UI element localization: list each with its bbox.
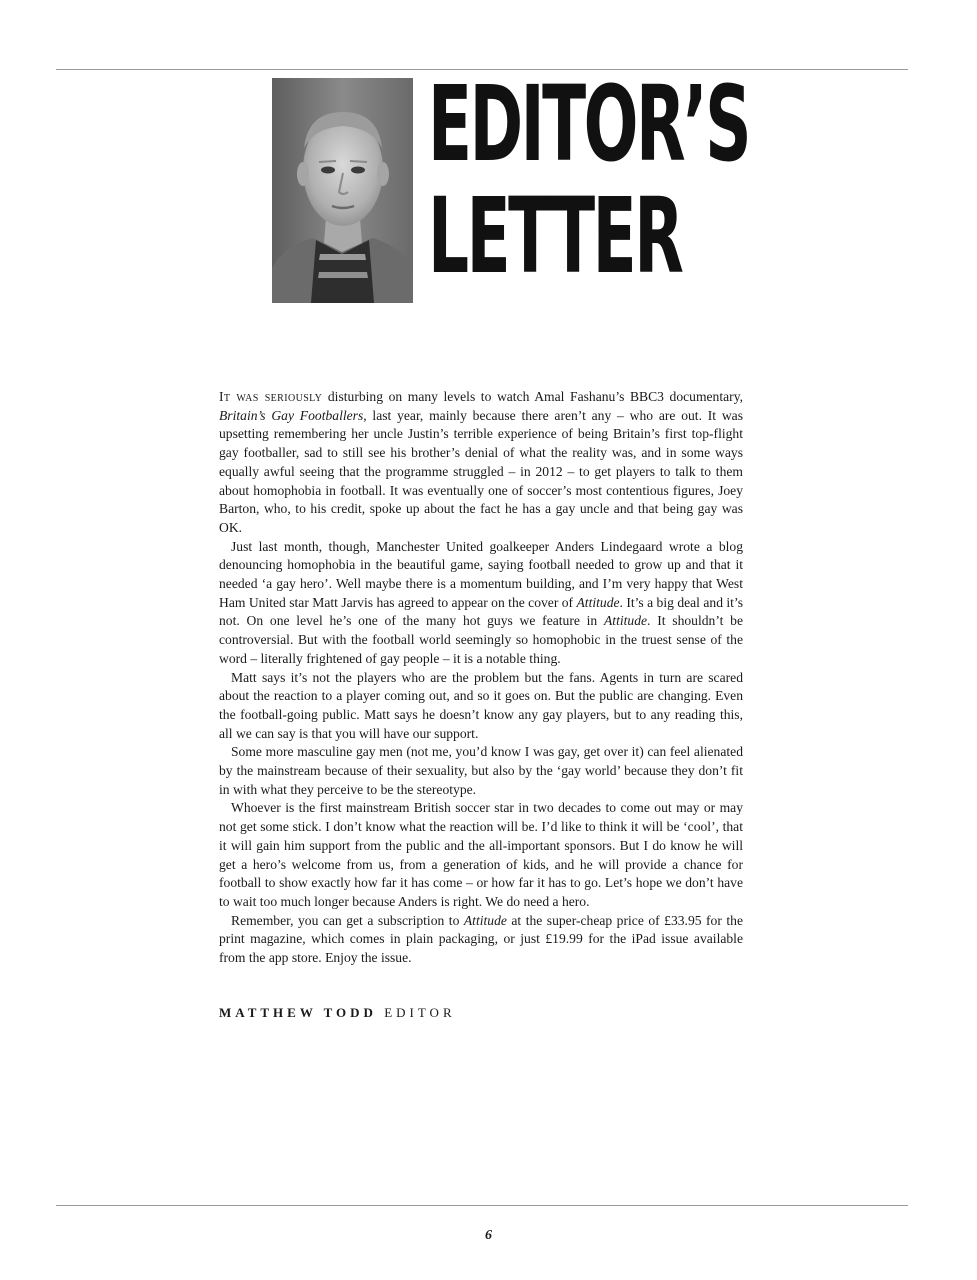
magazine-name: Attitude — [463, 912, 507, 928]
title-line-letter: LETTER — [428, 175, 682, 297]
editor-name: MATTHEW TODD — [219, 1005, 377, 1020]
editor-role: EDITOR — [384, 1005, 456, 1020]
paragraph-2-text-a: Just last month, though, Manchester United goalkeeper Anders Lindegaard wrote a blog denouncing homophobia in the beautiful game, saying football needed to grow up and that it needed ‘a gay hero’. Well maybe there is a momentum building, and I’m very happy that West Ham United star Matt Jarvis has agreed to appear on the cover of — [219, 538, 743, 610]
article-body — [219, 388, 743, 968]
paragraph-1 — [219, 388, 743, 538]
bottom-rule — [56, 1205, 908, 1206]
paragraph-6-text-a: Remember, you can get a subscription to — [231, 912, 464, 928]
paragraph-1-text-a: disturbing on many levels to watch Amal Fashanu’s BBC3 documentary, — [322, 389, 744, 404]
paragraph-4: Some more masculine gay men (not me, you’d know I was gay, get over it) can feel alienated by the mainstream because of their sexuality, but also by the ‘gay world’ because they don’t fit in with what they perceive to be the stereotype. — [219, 744, 743, 797]
paragraph-5: Whoever is the first mainstream British soccer star in two decades to come out may or may not get some stick. I don’t know what the reaction will be. I’d like to think it will be ‘cool’, that it will gain him support from the public and the all-important sponsors. But I do know he will get a hero’s welcome from us, from a generation of kids, and he will provide a chance for football to show exactly how far it has come – or how far it has to go. Let’s hope we don’t have to wait too much longer because Anders is right. We do need a hero. — [219, 800, 743, 909]
paragraph-6-text-b: at the super-cheap price of £33.95 for the print magazine, which comes in plain packaging, or just £19.99 for the iPad issue available from the app store. Enjoy the issue. — [219, 912, 743, 966]
page-title — [428, 63, 750, 297]
documentary-title: Britain’s Gay Footballers — [219, 407, 364, 423]
paragraph-3: Matt says it’s not the players who are the problem but the fans. Agents in turn are scared about the reaction to a player coming out, and so it goes on. But the public are changing. Even the football-going public. Matt says he doesn’t know any gay players, but to any reading this, all we can say is that you will have our support. — [219, 669, 743, 741]
paragraph-2-text-b: . It’s a big deal and it’s not. On one level he’s one of the many hot guys we feature in — [219, 594, 744, 629]
lead-in: It was seriously — [219, 389, 323, 404]
title-line-editors: EDITOR’S — [428, 63, 750, 185]
paragraph-1-text-b: , last year, mainly because there aren’t any – who are out. It was upsetting remembering her uncle Justin’s terrible experience of being Britain’s first top-flight gay footballer, sad to still see his brother’s denial of what the reality was, and in some ways equally awful seeing that the programme struggled – in 2012 – to get players to talk to them about homophobia in football. It was eventually one of soccer’s most contentious figures, Joey Barton, who, to his credit, spoke up about the fact he has a gay uncle and that being gay was OK. — [219, 407, 743, 535]
page-number: 6 — [485, 1228, 492, 1243]
magazine-name: Attitude — [576, 594, 620, 610]
paragraph-6 — [219, 912, 743, 968]
paragraph-2-text-c: . It shouldn’t be controversial. But with the football world seemingly so homophobic in the truest sense of the word – literally frightened of gay people – it is a notable thing. — [219, 613, 743, 666]
paragraph-2 — [219, 538, 743, 669]
signature — [219, 1005, 456, 1021]
magazine-name: Attitude — [604, 613, 648, 629]
editor-portrait — [272, 78, 413, 303]
